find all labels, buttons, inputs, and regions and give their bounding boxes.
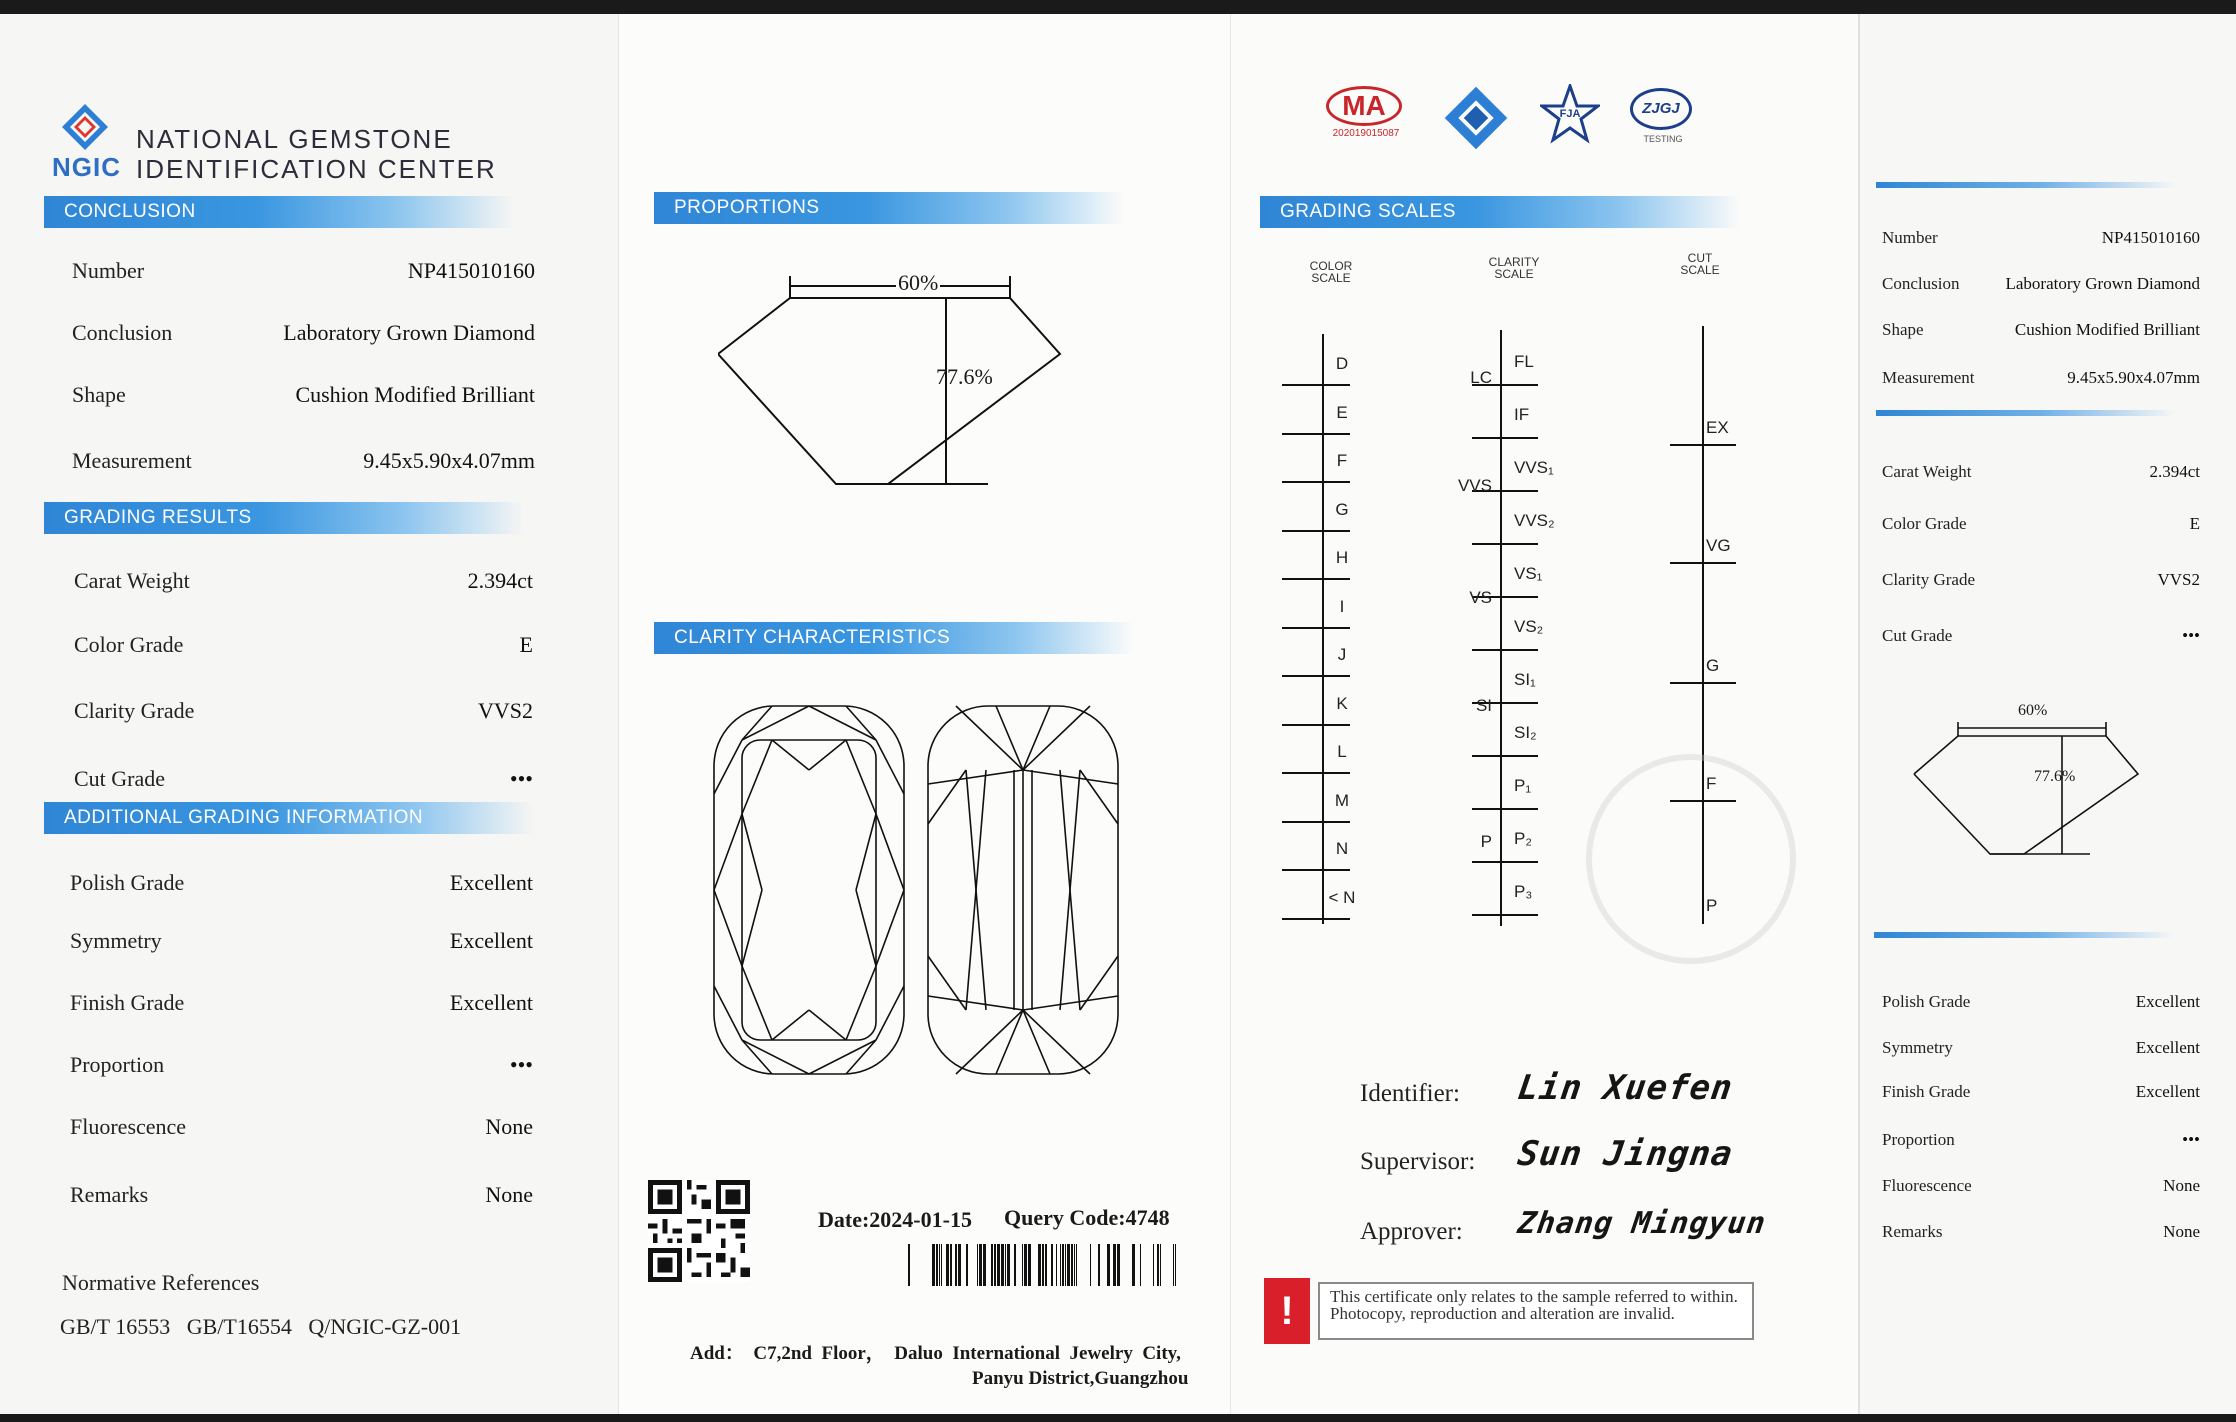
color-scale-grade: M xyxy=(1334,790,1350,810)
barcode-bar xyxy=(1157,1244,1159,1286)
address-line-2: Panyu District,Guangzhou xyxy=(972,1368,1189,1389)
row-value: 2.394ct xyxy=(467,568,533,593)
summary-row-value: 2.394ct xyxy=(2149,462,2200,481)
proportion-depth-percent: 77.6% xyxy=(936,364,993,389)
clarity-scale-grade: VS₂ xyxy=(1514,617,1544,636)
barcode-bar xyxy=(1071,1244,1073,1286)
proportions-diagram xyxy=(718,264,1078,494)
row-value: None xyxy=(485,1114,533,1139)
clarity-scale-grade: IF xyxy=(1514,405,1530,424)
row-value: None xyxy=(485,1182,533,1207)
barcode-bar xyxy=(1076,1244,1077,1286)
color-scale-grade: < N xyxy=(1328,887,1356,907)
barcode-bar xyxy=(939,1244,940,1286)
color-scale-tick xyxy=(1282,481,1350,483)
fja-badge-text: FJA xyxy=(1559,108,1581,120)
row-value: E xyxy=(519,632,533,657)
barcode-bar xyxy=(1153,1244,1154,1286)
clarity-scale-tick xyxy=(1472,861,1538,863)
barcode-bar xyxy=(1065,1244,1066,1286)
row-value: Cushion Modified Brilliant xyxy=(295,382,535,407)
summary-row-label: Clarity Grade xyxy=(1882,570,1975,589)
barcode-bar xyxy=(1042,1244,1044,1286)
barcode xyxy=(908,1244,1184,1286)
summary-row-label: Conclusion xyxy=(1882,274,1960,293)
barcode-bar xyxy=(1062,1244,1064,1286)
barcode-bar xyxy=(941,1244,942,1286)
org-name-line2: IDENTIFICATION CENTER xyxy=(136,154,497,184)
barcode-bar xyxy=(1090,1244,1091,1286)
row-label: Cut Grade xyxy=(74,766,166,791)
zjgj-badge-subtext: TESTING xyxy=(1643,134,1683,144)
barcode-bar xyxy=(1117,1244,1120,1286)
summary-row-label: Symmetry xyxy=(1882,1038,1953,1057)
clarity-scale-grade: P₂ xyxy=(1514,829,1532,848)
color-scale-tick xyxy=(1282,433,1350,435)
summary-row-label: Fluorescence xyxy=(1882,1176,1972,1195)
clarity-scale-axis xyxy=(1500,330,1502,926)
color-scale-tick xyxy=(1282,772,1350,774)
summary-row-label: Cut Grade xyxy=(1882,626,1953,645)
cut-scale-tick xyxy=(1670,682,1736,684)
ngic-badge-icon xyxy=(1442,84,1510,152)
approver-signature: Zhang Mingyun xyxy=(1515,1206,1769,1241)
conclusion-banner: CONCLUSION xyxy=(44,196,514,228)
summary-row-label: Carat Weight xyxy=(1882,462,1972,481)
identifier-signature: Lin Xuefen xyxy=(1515,1068,1736,1108)
barcode-bar xyxy=(1132,1244,1135,1286)
barcode-bar xyxy=(1067,1244,1070,1286)
issue-date: Date:2024-01-15 xyxy=(818,1207,972,1232)
barcode-bar xyxy=(1028,1244,1031,1286)
summary-row-value: None xyxy=(2163,1176,2200,1195)
summary-rule-top xyxy=(1876,182,2176,188)
row-label: Measurement xyxy=(72,448,192,473)
barcode-bar xyxy=(1074,1244,1075,1286)
clarity-scale-tick xyxy=(1472,543,1538,545)
barcode-bar xyxy=(979,1244,982,1286)
summary-row-label: Proportion xyxy=(1882,1130,1955,1149)
certificate-panel-diagrams xyxy=(618,14,1230,1414)
clarity-pavilion-diagram xyxy=(926,704,1120,1076)
color-scale-grade: F xyxy=(1336,451,1348,470)
barcode-bar xyxy=(936,1244,938,1286)
barcode-bar xyxy=(1140,1244,1141,1286)
proportions-banner: PROPORTIONS xyxy=(654,192,1124,224)
cut-scale-title: CUT SCALE xyxy=(1680,251,1720,277)
clarity-scale-group: SI xyxy=(1475,696,1492,715)
row-label: Carat Weight xyxy=(74,568,190,593)
row-label: Clarity Grade xyxy=(74,698,195,723)
normative-references-list: GB/T 16553 GB/T16554 Q/NGIC-GZ-001 xyxy=(60,1314,462,1339)
cut-scale-grade: F xyxy=(1706,774,1717,793)
row-label: Color Grade xyxy=(74,632,184,657)
barcode-bar xyxy=(1113,1244,1116,1286)
color-scale-tick xyxy=(1282,675,1350,677)
summary-row-label: Number xyxy=(1882,228,1938,247)
supervisor-label: Supervisor: xyxy=(1360,1148,1476,1175)
clarity-scale-grade: VS₁ xyxy=(1514,564,1543,583)
summary-row-label: Finish Grade xyxy=(1882,1082,1971,1101)
summary-rule-mid xyxy=(1876,410,2176,416)
clarity-scale-group: VS xyxy=(1469,588,1492,607)
row-label: Fluorescence xyxy=(70,1114,187,1139)
barcode-bar xyxy=(997,1244,1000,1286)
clarity-scale-grade: P₃ xyxy=(1514,882,1533,901)
fja-badge xyxy=(1540,84,1600,144)
barcode-bar xyxy=(958,1244,961,1286)
summary-table-percent: 60% xyxy=(2018,702,2048,719)
clarity-scale-tick xyxy=(1472,808,1538,810)
clarity-scale-tick xyxy=(1472,649,1538,651)
grading-scales-banner: GRADING SCALES xyxy=(1260,196,1740,228)
address-line-1: Add： C7,2nd Floor， Daluo International Jewelry City, xyxy=(690,1343,1181,1364)
summary-rule-bottom xyxy=(1874,932,2174,938)
clarity-scale-grade: FL xyxy=(1514,352,1534,371)
color-scale-tick xyxy=(1282,578,1350,580)
cut-scale-grade: G xyxy=(1706,656,1720,675)
cut-scale-grade: VG xyxy=(1706,536,1731,555)
row-value: ••• xyxy=(509,1052,533,1077)
color-scale-grade: I xyxy=(1339,596,1345,616)
cut-scale-grade: EX xyxy=(1706,418,1729,437)
barcode-bar xyxy=(1005,1244,1006,1286)
qr-code xyxy=(648,1180,750,1282)
clarity-scale-group: LC xyxy=(1470,368,1492,387)
certificate-sheet xyxy=(0,14,2236,1414)
row-label: Shape xyxy=(72,382,126,407)
row-value: Excellent xyxy=(449,870,533,895)
summary-row-value: E xyxy=(2189,514,2200,533)
ma-badge-number: 202019015087 xyxy=(1332,128,1400,139)
org-name-line1: NATIONAL GEMSTONE xyxy=(136,124,453,154)
barcode-bar xyxy=(983,1244,986,1286)
barcode-bar xyxy=(908,1244,910,1286)
summary-row-value: ••• xyxy=(2182,626,2200,645)
supervisor-signature: Sun Jingna xyxy=(1515,1134,1736,1174)
color-scale-grade: G xyxy=(1335,499,1349,519)
proportion-table-percent: 60% xyxy=(898,270,939,295)
barcode-bar xyxy=(1056,1244,1057,1286)
barcode-bar xyxy=(991,1244,993,1286)
barcode-bar xyxy=(932,1244,935,1286)
color-scale-grade: D xyxy=(1335,354,1349,373)
org-abbr: NGIC xyxy=(52,152,121,182)
barcode-bar xyxy=(1007,1244,1010,1286)
summary-row-value: ••• xyxy=(2182,1130,2200,1149)
clarity-scale-tick xyxy=(1472,914,1538,916)
summary-row-value: Excellent xyxy=(2135,992,2200,1011)
summary-row-label: Polish Grade xyxy=(1882,992,1971,1011)
row-value: 9.45x5.90x4.07mm xyxy=(363,448,535,473)
clarity-scale-grade: VVS₁ xyxy=(1514,458,1554,477)
approver-label: Approver: xyxy=(1360,1218,1463,1245)
zjgj-badge xyxy=(1630,88,1696,144)
cut-scale-tick xyxy=(1670,562,1736,564)
barcode-bar xyxy=(1022,1244,1023,1286)
row-value: Laboratory Grown Diamond xyxy=(283,320,535,345)
clarity-scale-grade: VVS₂ xyxy=(1514,511,1555,530)
summary-row-value: NP415010160 xyxy=(2101,228,2200,247)
color-scale-grade: J xyxy=(1337,645,1347,664)
seal-stamp-watermark xyxy=(1586,754,1796,964)
barcode-bar xyxy=(1107,1244,1110,1286)
ma-badge-text: MA xyxy=(1326,86,1402,126)
summary-depth-percent: 77.6% xyxy=(2034,768,2076,785)
summary-row-label: Remarks xyxy=(1882,1222,1943,1241)
ma-accreditation-badge xyxy=(1326,86,1406,139)
row-label: Proportion xyxy=(70,1052,165,1077)
clarity-scale-tick xyxy=(1472,755,1538,757)
summary-row-label: Measurement xyxy=(1882,368,1975,387)
barcode-bar xyxy=(1098,1244,1100,1286)
summary-row-label: Shape xyxy=(1882,320,1924,339)
color-scale-tick xyxy=(1282,869,1350,871)
summary-row-value: 9.45x5.90x4.07mm xyxy=(2067,368,2200,387)
clarity-scale-group: P xyxy=(1480,832,1492,851)
color-scale-tick xyxy=(1282,627,1350,629)
clarity-crown-diagram xyxy=(712,704,906,1076)
summary-row-value: None xyxy=(2163,1222,2200,1241)
clarity-scale-grade: SI₂ xyxy=(1514,723,1537,742)
row-value: Excellent xyxy=(449,990,533,1015)
barcode-bar xyxy=(1060,1244,1061,1286)
barcode-bar xyxy=(1001,1244,1004,1286)
warning-icon: ! xyxy=(1264,1278,1310,1344)
certificate-panel-main xyxy=(0,14,618,1414)
clarity-scale-grade: SI₁ xyxy=(1514,670,1536,689)
row-value: ••• xyxy=(509,766,533,791)
barcode-bar xyxy=(1045,1244,1047,1286)
color-scale-grade: E xyxy=(1336,402,1348,422)
zjgj-badge-text: ZJGJ xyxy=(1630,88,1692,130)
row-label: Conclusion xyxy=(72,320,173,345)
row-label: Remarks xyxy=(70,1182,149,1207)
clarity-scale-grade: P₁ xyxy=(1514,776,1532,795)
barcode-bar xyxy=(955,1244,957,1286)
color-scale-grade: N xyxy=(1335,839,1349,858)
summary-row-value: Cushion Modified Brilliant xyxy=(2014,320,2200,339)
certificate-notice: This certificate only relates to the sample referred to within. Photocopy, reproduction and alteration are invalid. xyxy=(1318,1282,1754,1340)
summary-row-value: Excellent xyxy=(2135,1038,2200,1057)
summary-row-value: Excellent xyxy=(2135,1082,2200,1101)
barcode-bar xyxy=(1173,1244,1174,1286)
color-scale-tick xyxy=(1282,918,1350,920)
barcode-bar xyxy=(1175,1244,1176,1286)
ngic-diamond-logo-icon xyxy=(60,102,110,152)
summary-row-label: Color Grade xyxy=(1882,514,1967,533)
cut-scale-tick xyxy=(1670,444,1736,446)
row-value: Excellent xyxy=(449,928,533,953)
color-scale-tick xyxy=(1282,384,1350,386)
identifier-label: Identifier: xyxy=(1360,1080,1460,1107)
color-scale-title: COLOR SCALE xyxy=(1309,259,1353,285)
certificate-panel-summary xyxy=(1858,14,2236,1414)
color-scale-tick xyxy=(1282,724,1350,726)
certificate-panel-scales xyxy=(1230,14,1858,1414)
row-label: Finish Grade xyxy=(70,990,185,1015)
row-label: Polish Grade xyxy=(70,870,185,895)
clarity-scale-title: CLARITY SCALE xyxy=(1488,255,1540,281)
normative-references-title: Normative References xyxy=(62,1270,260,1295)
clarity-scale-tick xyxy=(1472,437,1538,439)
color-scale-grade: H xyxy=(1335,548,1349,567)
barcode-bar xyxy=(950,1244,952,1286)
row-label: Number xyxy=(72,258,145,283)
row-value: VVS2 xyxy=(477,698,533,723)
barcode-bar xyxy=(1051,1244,1053,1286)
color-scale-axis xyxy=(1322,334,1324,924)
barcode-bar xyxy=(977,1244,978,1286)
additional-info-banner: ADDITIONAL GRADING INFORMATION xyxy=(44,802,534,834)
summary-row-value: Laboratory Grown Diamond xyxy=(2005,274,2200,293)
row-value: NP415010160 xyxy=(407,258,535,283)
summary-row-value: VVS2 xyxy=(2157,570,2200,589)
barcode-bar xyxy=(1024,1244,1027,1286)
barcode-bar xyxy=(1160,1244,1161,1286)
row-label: Symmetry xyxy=(70,928,162,953)
clarity-characteristics-banner: CLARITY CHARACTERISTICS xyxy=(654,622,1134,654)
color-scale-grade: K xyxy=(1336,693,1348,713)
grading-results-banner: GRADING RESULTS xyxy=(44,502,524,534)
cut-scale-grade: P xyxy=(1706,896,1718,915)
barcode-bar xyxy=(946,1244,949,1286)
clarity-scale-group: VVS xyxy=(1457,476,1492,495)
barcode-bar xyxy=(994,1244,996,1286)
barcode-bar xyxy=(1038,1244,1041,1286)
color-scale-tick xyxy=(1282,530,1350,532)
color-scale-tick xyxy=(1282,821,1350,823)
query-code: Query Code:4748 xyxy=(1004,1205,1170,1230)
barcode-bar xyxy=(966,1244,968,1286)
color-scale-grade: L xyxy=(1337,742,1347,761)
summary-proportions-diagram xyxy=(1912,714,2152,862)
barcode-bar xyxy=(1014,1244,1016,1286)
